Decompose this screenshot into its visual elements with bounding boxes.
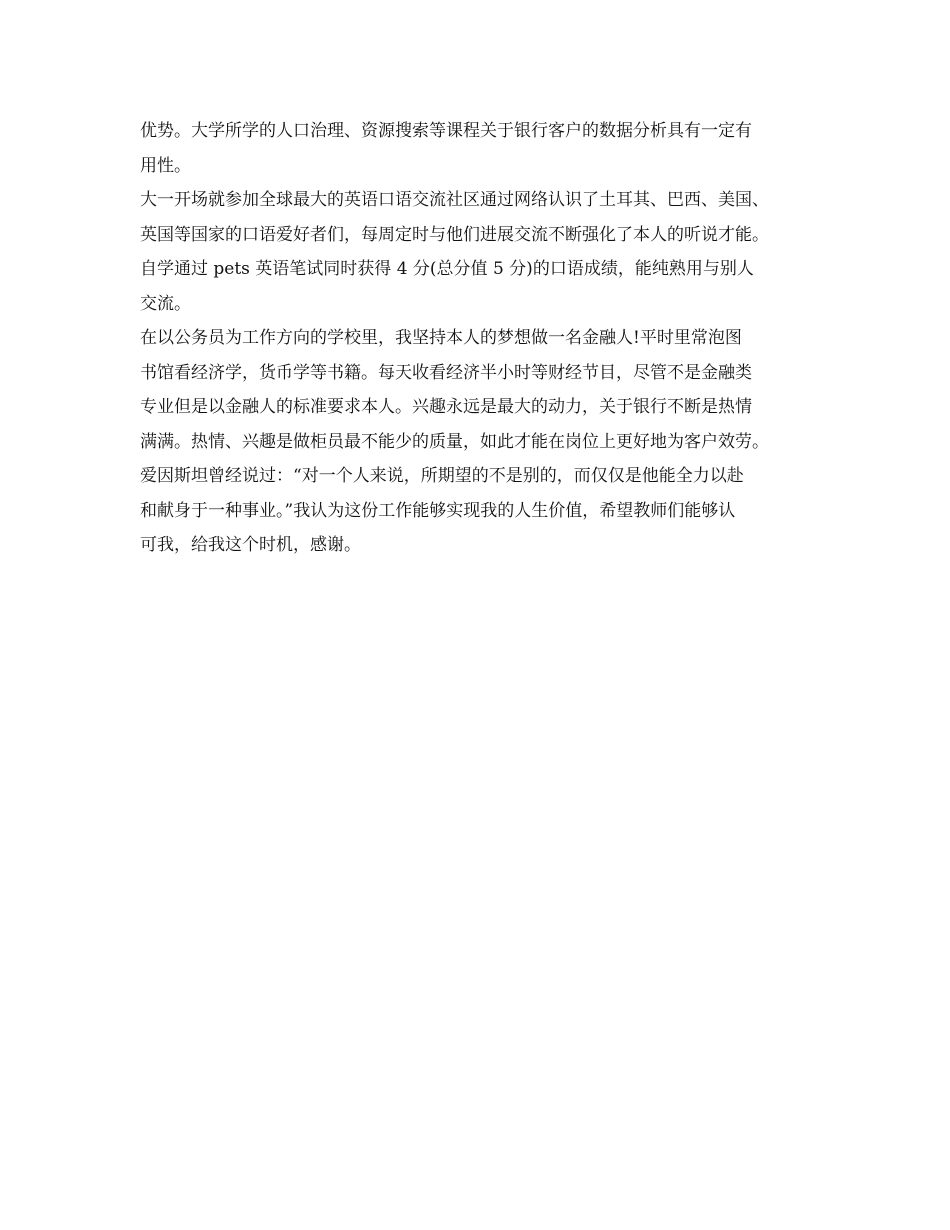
text-line: 大一开场就参加全球最大的英语口语交流社区通过网络认识了土耳其、巴西、美国、: [140, 190, 769, 210]
text-line: 英国等国家的口语爱好者们，每周定时与他们进展交流不断强化了本人的听说才能。: [140, 224, 769, 245]
document-body: [140, 114, 830, 563]
text-line: 爱因斯坦曾经说过：“对一个人来说，所期望的不是别的，而仅仅是他能全力以赴: [140, 466, 744, 486]
text-line: 专业但是以金融人的标准要求本人。兴趣永远是最大的动力，关于银行不断是热情: [140, 397, 752, 417]
text-line: 交流。: [140, 293, 191, 314]
text-line: 可我，给我这个时机，感谢。: [140, 535, 361, 555]
text-line: 用性。: [140, 155, 191, 176]
text-line: 和献身于一种事业。”我认为这份工作能够实现我的人生价值，希望教师们能够认: [140, 500, 736, 521]
text-line: 自学通过 pets 英语笔试同时获得 4 分(总分值 5 分)的口语成绩，能纯熟用与别人: [140, 259, 754, 279]
text-line: 优势。大学所学的人口治理、资源搜索等课程关于银行客户的数据分析具有一定有: [140, 121, 752, 141]
text-line: 在以公务员为工作方向的学校里，我坚持本人的梦想做一名金融人!平时里常泡图: [140, 328, 742, 348]
text-line: 书馆看经济学，货币学等书籍。每天收看经济半小时等财经节目，尽管不是金融类: [140, 362, 752, 383]
text-line: 满满。热情、兴趣是做柜员最不能少的质量，如此才能在岗位上更好地为客户效劳。: [140, 431, 769, 452]
